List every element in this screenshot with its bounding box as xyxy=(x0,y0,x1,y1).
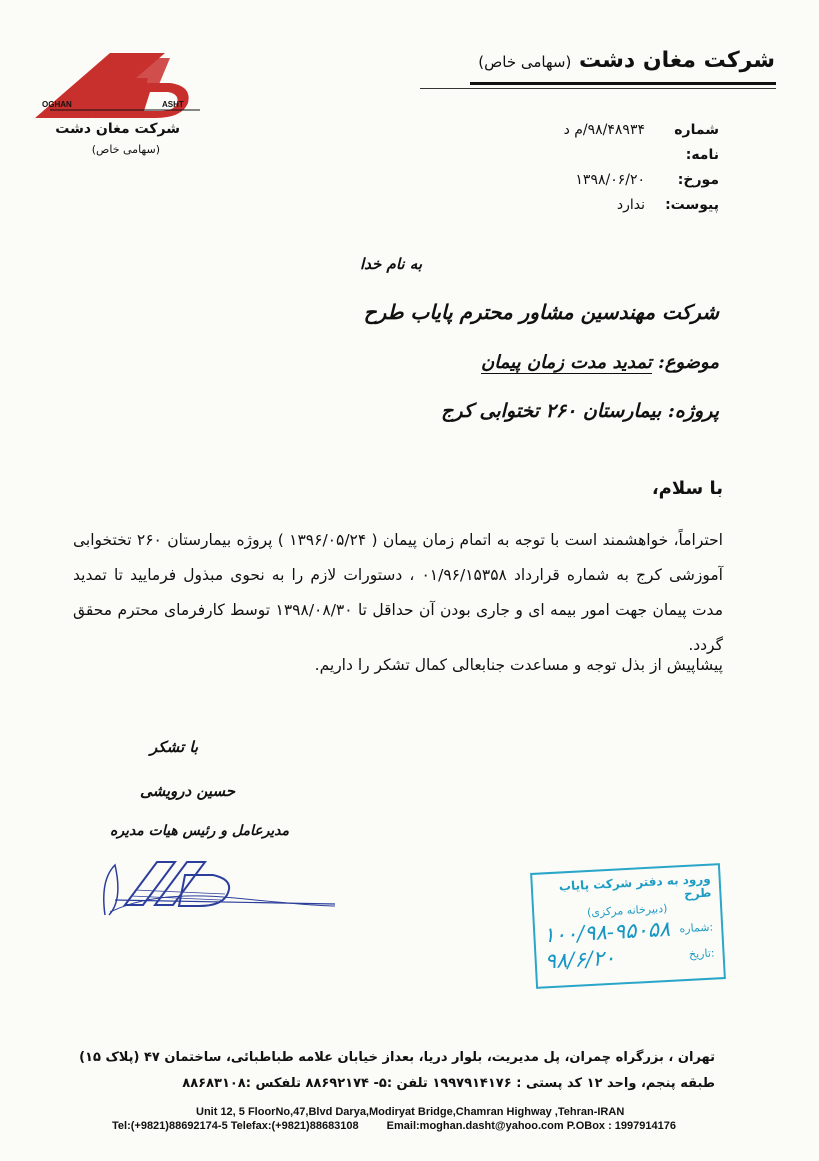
company-type: (سهامی خاص) xyxy=(478,53,572,71)
footer-pobox: P.OBox : 1997914176 xyxy=(566,1120,676,1132)
footer-contacts-fa: طبقه پنجم، واحد ۱۲ کد پستی : ۱۹۹۷۹۱۴۱۷۶ تلفن :۵- ۸۸۶۹۲۱۷۴ تلفکس :۸۸۶۸۳۱۰۸ xyxy=(182,1076,715,1091)
company-title xyxy=(415,48,775,73)
signature-seal xyxy=(95,840,345,920)
letter-number-row xyxy=(479,118,719,168)
letter-number-label: شماره نامه: xyxy=(674,122,719,163)
company-logo xyxy=(30,48,200,123)
attachment-value: ندارد xyxy=(616,197,645,213)
letter-date-row xyxy=(479,168,719,193)
letter-date-value: ۱۳۹۸/۰۶/۲۰ xyxy=(575,172,645,188)
stamp-subtitle: (دبیرخانه مرکزی) xyxy=(586,901,668,920)
logo-company-type: (سهامی خاص) xyxy=(91,143,160,156)
header-divider-thin xyxy=(420,88,776,89)
logo-company-name: شرکت مغان دشت xyxy=(55,121,180,137)
header-divider xyxy=(470,82,776,85)
stamp-date-label: تاریخ: xyxy=(688,946,715,961)
letter-thanks: پیشاپیش از بذل توجه و مساعدت جنابعالی کمال تشکر را داریم. xyxy=(314,656,723,674)
company-name: شرکت مغان دشت xyxy=(578,48,775,73)
footer-address-en: Unit 12, 5 FloorNo,47,Blvd Darya,Modiryat Bridge,Chamran Highway ,Tehran-IRAN xyxy=(196,1106,625,1118)
subject-line xyxy=(299,352,719,373)
subject-label: موضوع: xyxy=(658,352,719,373)
signer-name: حسین درویشی xyxy=(140,782,236,800)
project-line xyxy=(299,400,719,422)
receipt-stamp xyxy=(530,863,726,989)
subject-value: تمدید مدت زمان پیمان xyxy=(481,352,652,373)
letter-date-label: مورخ: xyxy=(677,172,719,188)
project-label: پروژه: xyxy=(667,400,719,422)
bismillah: به نام خدا xyxy=(360,255,423,273)
letter-body: احتراماً، خواهشمند است با توجه به اتمام زمان پیمان ( ۱۳۹۶/۰۵/۲۴ ) پروژه بیمارستان ۲۶۰ تختخوابی آموزشی کرج به شماره قرارداد ۰۱/۹۶/۱۵۳۵۸ ، دستورات لازم را به نحوی مبذول فرمایید تا تمدید مدت پیمان جهت امور بیمه ای و جاری بودن آن حداقل تا ۱۳۹۸/۰۸/۳۰ توسط کارفرمای محترم محقق گردد. xyxy=(73,531,723,654)
signer-title: مدیرعامل و رئیس هیات مدیره xyxy=(110,823,290,839)
stamp-number-label: شماره: xyxy=(679,920,714,935)
logo-text-left: OGHAN xyxy=(42,100,72,109)
stamp-number-value: ۱۰۰/۹۸-۹۵۰۵۸ xyxy=(542,916,671,948)
letter-number-value: ۹۸/۴۸۹۳۴/م د xyxy=(563,122,645,138)
project-value: بیمارستان ۲۶۰ تختوابی کرج xyxy=(441,400,662,422)
footer-email: Email:moghan.dasht@yahoo.com xyxy=(386,1120,564,1132)
footer-tel: Tel:(+9821)88692174-5 Telefax:(+9821)88683108 xyxy=(112,1120,359,1132)
addressee: شرکت مهندسین مشاور محترم پایاب طرح xyxy=(363,300,719,324)
stamp-date-value: ۹۸/۶/۲۰ xyxy=(544,945,616,974)
footer-address-fa: تهران ، بزرگراه چمران، پل مدیریت، بلوار دریا، بعداز خیابان علامه طباطبائی، ساختمان ۴۷ (پلاک ۱۵) xyxy=(79,1050,715,1065)
attachment-row xyxy=(479,193,719,218)
greeting: با سلام، xyxy=(651,478,723,499)
footer-contacts-en xyxy=(112,1120,676,1132)
stamp-title: ورود به دفتر شرکت پایاب طرح xyxy=(558,871,712,902)
letter-meta xyxy=(479,118,719,218)
attachment-label: پیوست: xyxy=(665,197,719,213)
logo-text-right: ASHT xyxy=(162,100,184,109)
closing: با تشکر xyxy=(150,738,199,756)
